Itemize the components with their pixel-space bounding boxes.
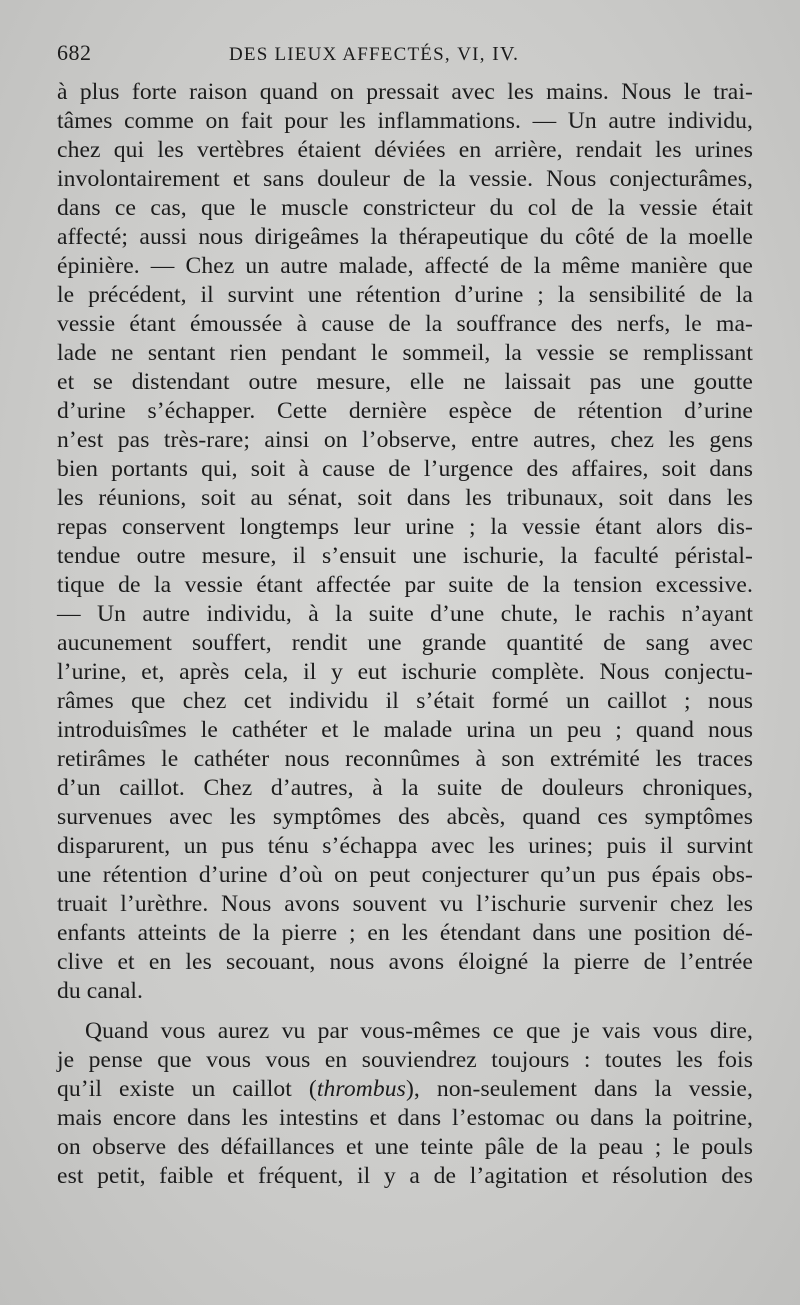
body-text [57,78,753,1191]
text-line: mais encore dans les intestins et dans l’estomac ou dans la poitrine, [57,1105,753,1131]
text-line: introduisîmes le cathéter et le malade urina un peu ; quand nous [57,717,753,743]
text-line: le précédent, il survint une rétention d’urine ; la sensibilité de la [57,282,753,308]
text-line: chez qui les vertèbres étaient déviées en arrière, rendait les urines [57,137,753,163]
text-line: n’est pas très-rare; ainsi on l’observe, entre autres, chez les gens [57,427,753,453]
text-line: épinière. — Chez un autre malade, affecté de la même manière que [57,253,753,279]
running-head [229,41,519,66]
text-line: à plus forte raison quand on pressait avec les mains. Nous le trai- [57,79,753,105]
text-line: du canal. [57,978,144,1004]
text-line: bien portants qui, soit à cause de l’urgence des affaires, soit dans [57,456,753,482]
text-line: tique de la vessie étant affectée par suite de la tension excessive. [57,572,753,598]
text-line: dans ce cas, que le muscle constricteur du col de la vessie était [57,195,753,221]
text-line: et se distendant outre mesure, elle ne laissait pas une goutte [57,369,753,395]
running-head-chapter: IV. [492,43,520,65]
text-line: l’urine, et, après cela, il y eut ischurie complète. Nous conjectu- [57,659,753,685]
paragraph-gap [57,1006,753,1017]
page-header [57,40,757,72]
text-line: d’urine s’échapper. Cette dernière espèce de rétention d’urine [57,398,753,424]
text-line: je pense que vous vous en souviendrez toujours : toutes les fois [57,1047,753,1073]
text-line: on observe des défaillances et une teinte pâle de la peau ; le pouls [57,1134,753,1160]
text-line: tâmes comme on fait pour les inflammations. — Un autre individu, [57,108,753,134]
text-line: d’un caillot. Chez d’autres, à la suite de douleurs chroniques, [57,775,753,801]
text-line: aucunement souffert, rendit une grande quantité de sang avec [57,630,753,656]
text-segment: qu’il existe un caillot ( [57,1076,317,1102]
text-line: involontairement et sans douleur de la vessie. Nous conjecturâmes, [57,166,753,192]
text-line: râmes que chez cet individu il s’était formé un caillot ; nous [57,688,753,714]
text-segment: ), non-seulement dans la vessie, [405,1076,753,1102]
text-line: retirâmes le cathéter nous reconnûmes à son extrémité les traces [57,746,753,772]
running-head-separator-2: , [479,44,486,65]
text-line: repas conservent longtemps leur urine ; la vessie étant alors dis- [57,514,753,540]
text-line: vessie étant émoussée à cause de la souffrance des nerfs, le ma- [57,311,753,337]
text-line: survenues avec les symptômes des abcès, quand ces symptômes [57,804,753,830]
text-line-with-italic [57,1075,753,1104]
page-number: 682 [57,40,92,65]
text-line: — Un autre individu, à la suite d’une chute, le rachis n’ayant [57,601,753,627]
text-line: lade ne sentant rien pendant le sommeil, la vessie se remplissant [57,340,753,366]
text-line: clive et en les secouant, nous avons éloigné la pierre de l’entrée [57,949,753,975]
text-line: tendue outre mesure, il s’ensuit une ischurie, la faculté péristal- [57,543,753,569]
text-line: est petit, faible et fréquent, il y a de l’agitation et résolution des [57,1163,753,1189]
text-line: truait l’urèthre. Nous avons souvent vu l’ischurie survenir chez les [57,891,753,917]
text-line: une rétention d’urine d’où on peut conjecturer qu’un pus épais obs- [57,862,753,888]
paragraph-2 [57,1017,753,1191]
text-line: enfants atteints de la pierre ; en les étendant dans une position dé- [57,920,753,946]
running-head-separator: , [444,44,451,65]
text-line: disparurent, un pus ténu s’échappa avec les urines; puis il survint [57,833,753,859]
text-line: les réunions, soit au sénat, soit dans les tribunaux, soit dans les [57,485,753,511]
text-line: affecté; aussi nous dirigeâmes la thérapeutique du côté de la moelle [57,224,753,250]
paragraph-1 [57,78,753,1006]
running-head-title: DES LIEUX AFFECTÉS [229,44,445,65]
running-head-book: VI [457,44,480,65]
text-line: Quand vous aurez vu par vous-mêmes ce que je vais vous dire, [85,1018,753,1044]
italic-term: thrombus [316,1076,406,1102]
